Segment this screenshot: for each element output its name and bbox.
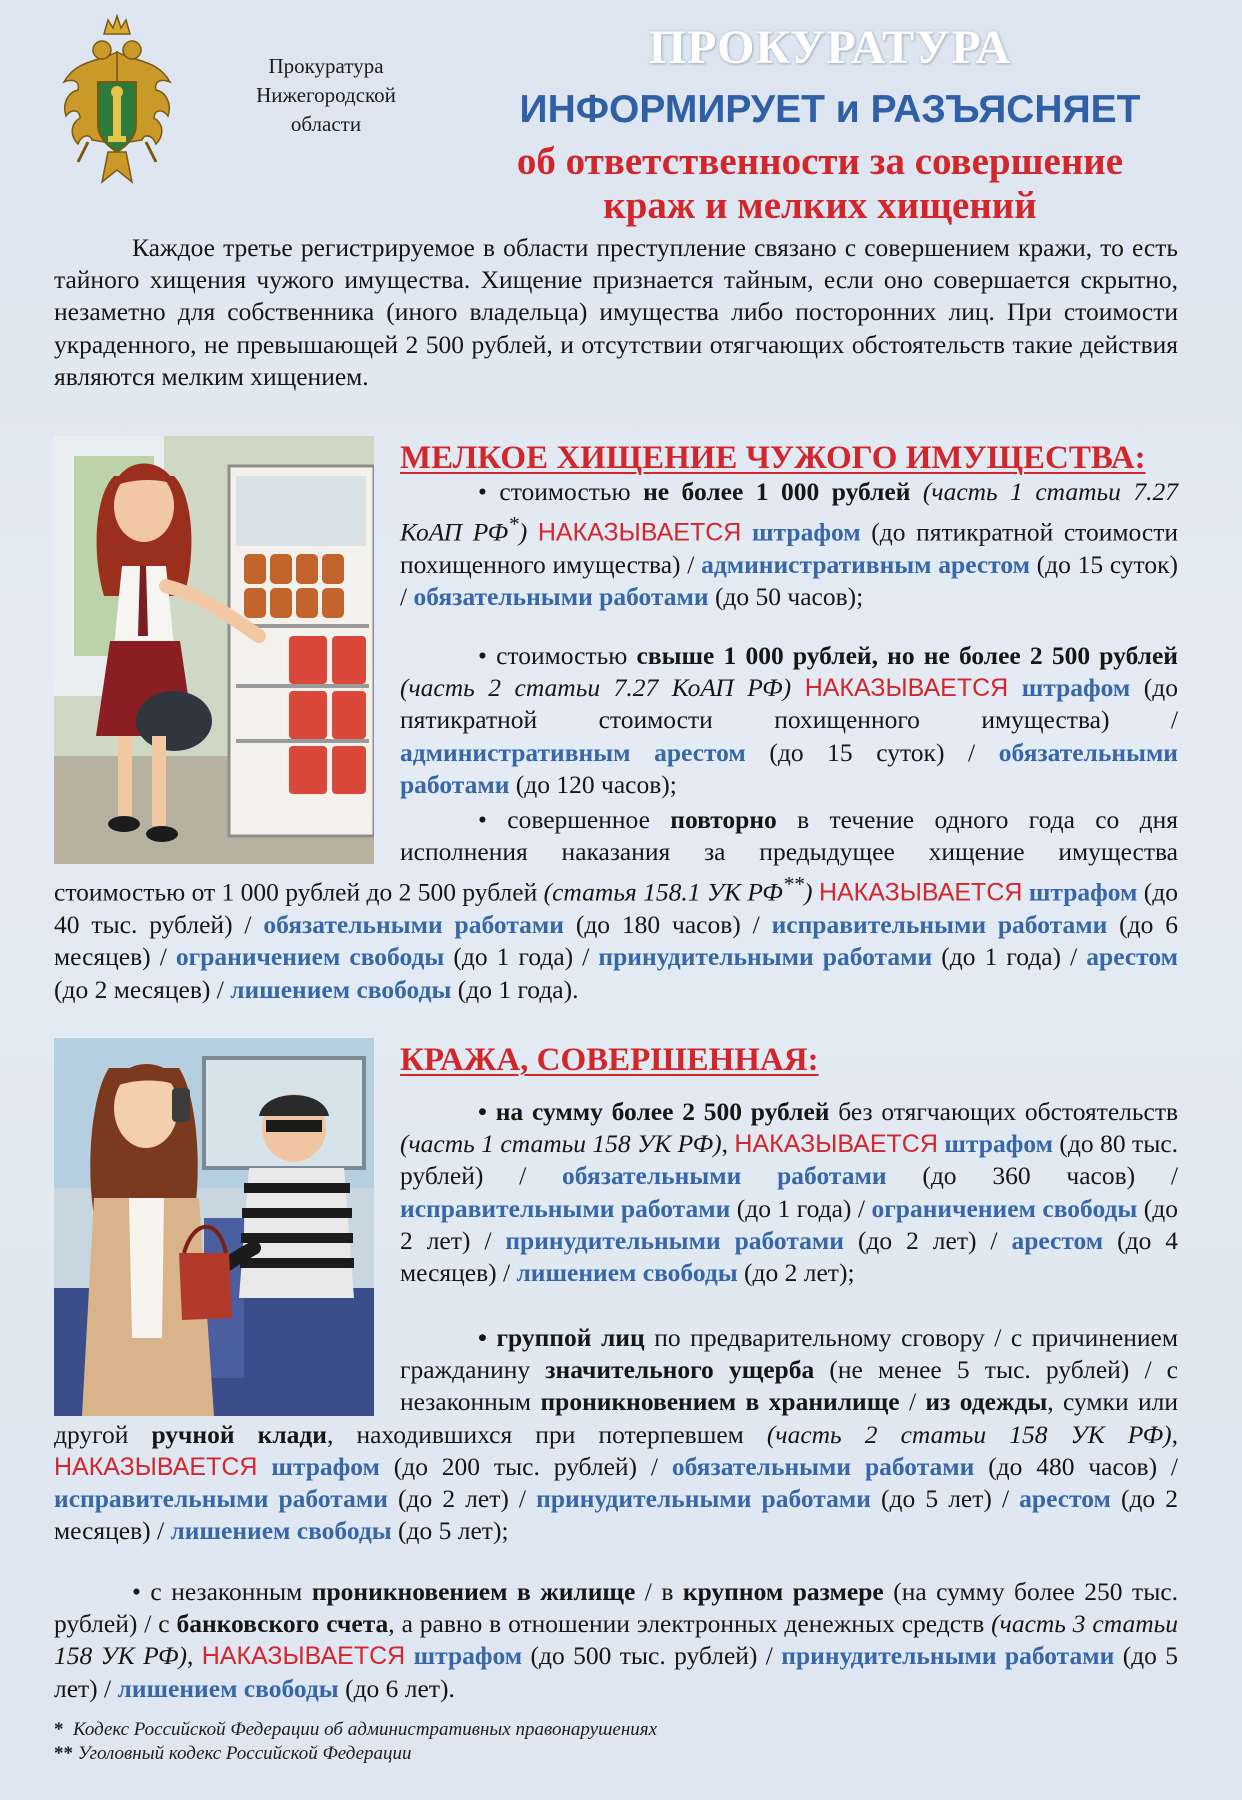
section-petty-theft-title: МЕЛКОЕ ХИЩЕНИЕ ЧУЖОГО ИМУЩЕСТВА: (400, 440, 1146, 476)
footnote-2: ** Уголовный кодекс Российской Федерации (54, 1743, 412, 1764)
text-wrap-spacer (54, 804, 400, 868)
shoplifting-illustration (54, 436, 374, 864)
page-title: ПРОКУРАТУРА (648, 21, 1012, 74)
petty-theft-item-3: • совершенное повторно в течение одного года со дня исполнения наказания за предыдущее хищение имущества стоимостью от 1 000 рублей до 2 500 рублей (статья 158.1 УК РФ**) НАКАЗЫВАЕТСЯ штрафом (до 40 тыс. рублей) / обязательными работами (до 180 часов) / исправительными работами (до 6 месяцев) / ограничением свободы (до 1 года) / принудительными работами (до 1 года) / арестом (до 2 месяцев) / лишением свободы (до 1 года). (54, 805, 1179, 1004)
intro-paragraph: Каждое третье регистрируемое в области преступление связано с совершением кражи, то есть тайного хищения чужого имущества. Хищение признается тайным, если оно совершается скрытно, незаметно для собственника (иного владельца) имущества либо посторонних лиц. При стоимости украденного, не превышающей 2 500 рублей, и отсутствии отягчающих обстоятельств такие действия являются мелким хищением. (54, 233, 1178, 391)
petty-theft-item-1: • стоимостью не более 1 000 рублей (часть 1 статьи 7.27 КоАП РФ*) НАКАЗЫВАЕТСЯ штрафом (до пятикратной стоимости похищенного имущества) / административным арестом (до 15 суток) / обязательными работами (до 50 часов); (400, 477, 1179, 612)
organization-name: Прокуратура Нижегородской области (256, 54, 396, 136)
topic-heading: об ответственности за совершение краж и мелких хищений (516, 140, 1124, 227)
page-subtitle: ИНФОРМИРУЕТ и РАЗЪЯСНЯЕТ (519, 88, 1141, 131)
text-wrap-spacer (54, 1322, 400, 1418)
theft-item-3: • с незаконным проникновением в жилище / в крупном размере (на сумму более 250 тыс. рублей) / с банковского счета, а равно в отношении электронных денежных средств (часть 3 статьи 158 УК РФ), НАКАЗЫВАЕТСЯ штрафом (до 500 тыс. рублей) / принудительными работами (до 5 лет) / лишением свободы (до 6 лет). (54, 1577, 1179, 1703)
section-theft-title: КРАЖА, СОВЕРШЕННАЯ: (400, 1042, 819, 1078)
theft-item-1: • на сумму более 2 500 рублей без отягчающих обстоятельств (часть 1 статьи 158 УК РФ), НАКАЗЫВАЕТСЯ штрафом (до 80 тыс. рублей) / обязательными работами (до 360 часов) / исправительными работами (до 1 года) / ограничением свободы (до 2 лет) / принудительными работами (до 2 лет) / арестом (до 4 месяцев) / лишением свободы (до 2 лет); (400, 1097, 1179, 1288)
footnote-1: * Кодекс Российской Федерации об административных правонарушениях (54, 1719, 658, 1740)
footnotes (54, 1718, 954, 1766)
petty-theft-item-2: • стоимостью свыше 1 000 рублей, но не более 2 500 рублей (часть 2 статьи 7.27 КоАП РФ) НАКАЗЫВАЕТСЯ штрафом (до пятикратной стоимости похищенного имущества) / административным арестом (до 15 суток) / обязательными работами (до 120 часов); (400, 641, 1179, 799)
prosecutor-emblem-icon (58, 12, 176, 202)
theft-item-2: • группой лиц по предварительному сговору / с причинением гражданину значительного ущерба (не менее 5 тыс. рублей) / с незаконным проникновением в хранилище / из одежды, сумки или другой ручной клади, находившихся при потерпевшем (часть 2 статьи 158 УК РФ), НАКАЗЫВАЕТСЯ штрафом (до 200 тыс. рублей) / обязательными работами (до 480 часов) / исправительными работами (до 2 лет) / принудительными работами (до 5 лет) / арестом (до 2 месяцев) / лишением свободы (до 5 лет); (54, 1323, 1179, 1546)
